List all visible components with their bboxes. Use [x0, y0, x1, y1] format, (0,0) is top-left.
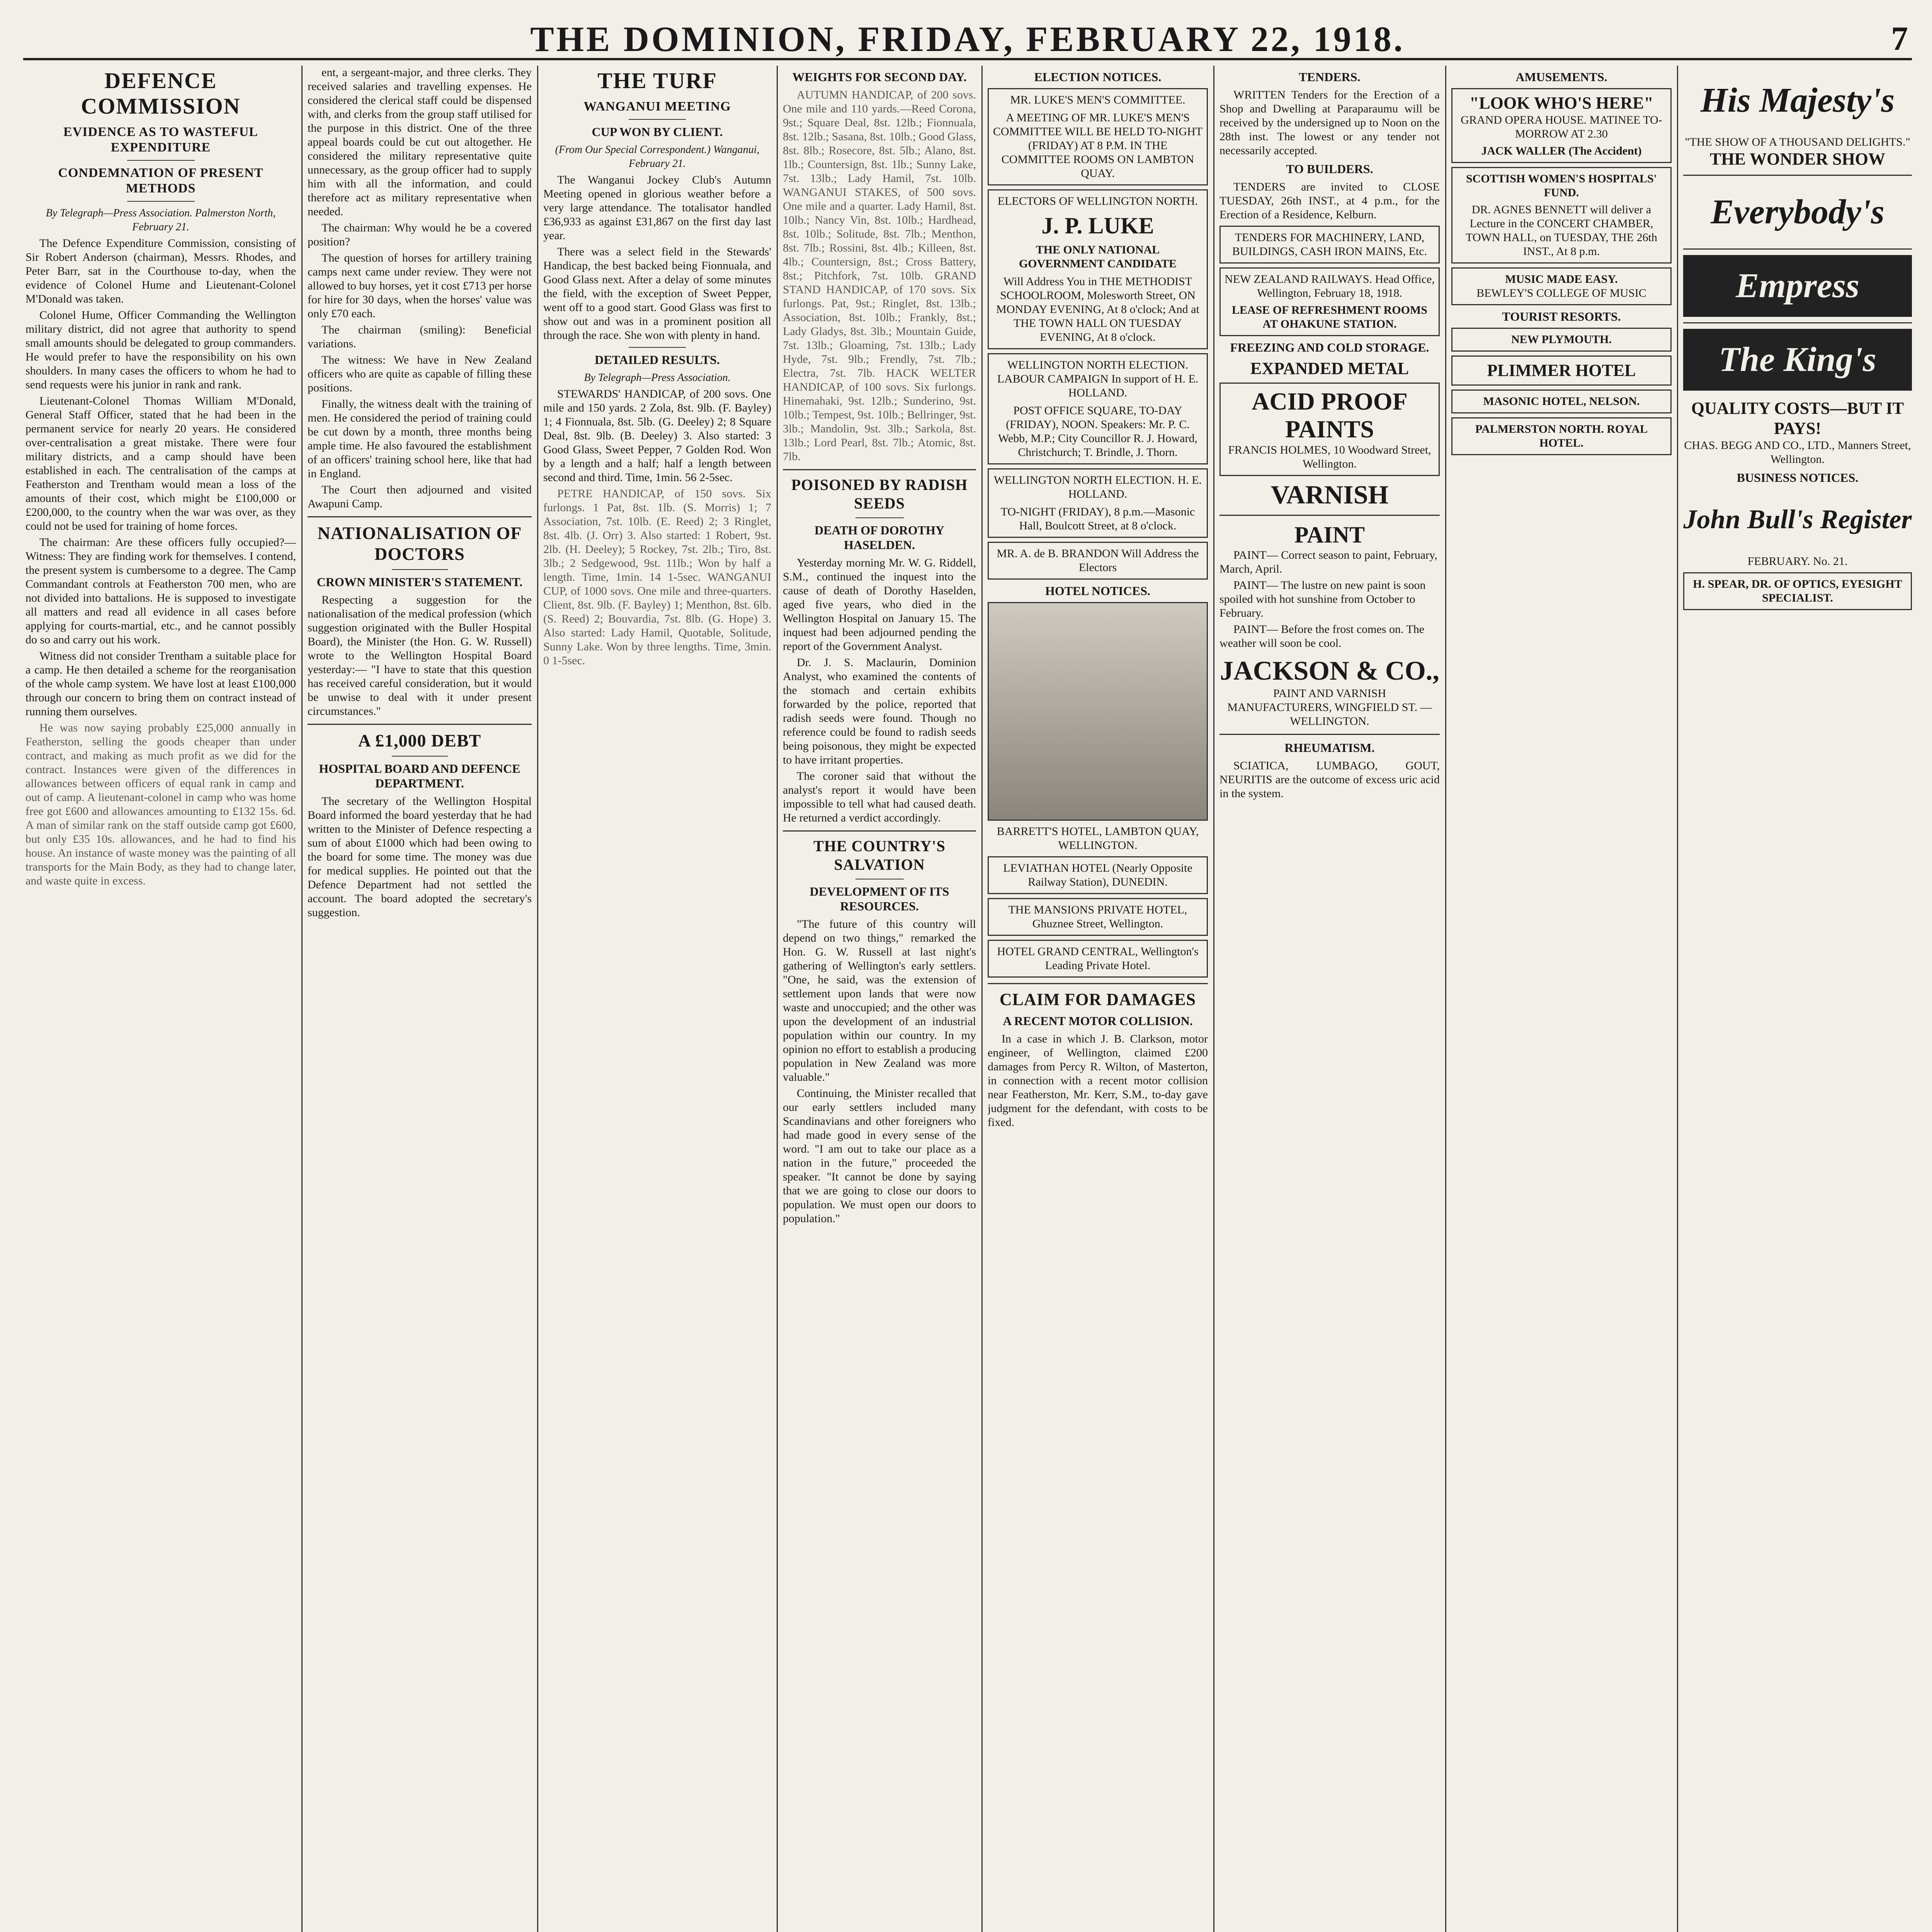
column-8: [1683, 66, 1912, 1932]
column-rule: [777, 66, 778, 1932]
advert-title: VARNISH: [1270, 480, 1389, 509]
divider: [1683, 175, 1912, 176]
article-headline: POISONED BY RADISH SEEDS: [791, 476, 968, 512]
paragraph: The secretary of the Wellington Hospital Board informed the board yesterday that he had written to the Minister of Defence respecting a sum of about £1000 which had been owing to the board for some time. The money was due for medical supplies. He pointed out that the Defence Department had not settled the account. The board adopted the secretary's suggestion.: [308, 795, 532, 919]
tourist-notice: [1451, 355, 1672, 386]
paragraph: Continuing, the Minister recalled that our early settlers included many Scandinavians and other foreigners who had made good in every sense of the word. "I am out to take our place as a nation in the future," proceeded the speaker. "It cannot be done by saying that we are going to close our doors to population. We must open our doors to population.": [783, 1087, 976, 1225]
article-subheadline: DEVELOPMENT OF ITS RESOURCES.: [810, 884, 949, 913]
section-heading: TENDERS.: [1299, 70, 1361, 84]
notice-body: THE ONLY NATIONAL GOVERNMENT CANDIDATE: [1019, 243, 1177, 270]
notice-body: THE MANSIONS PRIVATE HOTEL, Ghuznee Street, Wellington.: [1008, 903, 1187, 930]
tourist-notice: [1451, 389, 1672, 413]
paragraph: Finally, the witness dealt with the training of men. He considered the period of training could be cut down by a month, three months being ample time. He also favoured the establishment of an officers' training school here, like that had in England.: [308, 398, 532, 480]
hotel-notice: BARRETT'S HOTEL, LAMBTON QUAY, WELLINGTON.: [997, 825, 1199, 852]
divider: [392, 756, 448, 757]
section-heading: ELECTION NOTICES.: [1034, 70, 1162, 84]
paragraph: Dr. J. S. Maclaurin, Dominion Analyst, who examined the contents of the stomach and certain exhibits forwarded by the police, reported that radish seeds were found. Though no reference could be found to radish seeds being poisonous, they might be expected to have irritant properties.: [783, 656, 976, 766]
column-7: [1451, 66, 1672, 1932]
paragraph: The Defence Expenditure Commission, consisting of Sir Robert Anderson (chairman), Messrs. Rhodes, and Peter Barr, sat in the Courthouse to-day, when the evidence of Colonel Hume and Lieutenant-Colonel M'Donald was taken.: [26, 237, 296, 305]
empress-logo: Empress: [1683, 255, 1912, 317]
paragraph: The chairman: Why would he be a covered position?: [308, 221, 532, 248]
advert-body: SCIATICA, LUMBAGO, GOUT, NEURITIS are the outcome of excess uric acid in the system.: [1219, 759, 1440, 800]
notice-body: POST OFFICE SQUARE, TO-DAY (FRIDAY), NOON. Speakers: Mr. P. C. Webb, M.P.; City Councillor R. J. Howard, Christchurch; T. Brindle, J. Thorn.: [998, 404, 1197, 459]
section-heading: WEIGHTS FOR SECOND DAY.: [792, 70, 967, 84]
advert-title: JACKSON & CO.,: [1220, 656, 1439, 686]
tender-heading: TO BUILDERS.: [1286, 162, 1373, 176]
advert-title: PAINT: [1294, 522, 1365, 548]
notice-title: MR. LUKE'S MEN'S COMMITTEE.: [1010, 94, 1185, 106]
divider: [308, 516, 532, 517]
john-bull-logo: John Bull's Register: [1683, 505, 1912, 534]
article-headline: DEFENCE COMMISSION: [81, 68, 241, 119]
advert-title: ACID PROOF PAINTS: [1252, 388, 1408, 443]
divider: [988, 983, 1208, 984]
article-headline: NATIONALISATION OF DOCTORS: [317, 523, 522, 564]
column-4: [783, 66, 976, 1932]
divider: [629, 347, 686, 348]
notice-body: TO-NIGHT (FRIDAY), 8 p.m.—Masonic Hall, Boulcott Street, at 8 o'clock.: [1000, 505, 1195, 532]
divider: [1683, 322, 1912, 323]
divider: [1219, 734, 1440, 735]
article-headline: THE COUNTRY'S SALVATION: [813, 837, 946, 873]
byline: By Telegraph—Press Association.: [584, 372, 731, 384]
advert-title: PALMERSTON NORTH. ROYAL HOTEL.: [1475, 423, 1648, 449]
tourist-notice: [1451, 328, 1672, 352]
article-headline: THE TURF: [597, 68, 717, 93]
column-3: [543, 66, 771, 1932]
column-rule: [1213, 66, 1214, 1932]
tender-notice: WRITTEN Tenders for the Erection of a Shop and Dwelling at Paraparaumu will be received by the undersigned up to Noon on the 28th inst. The lowest or any tender not necessarily accepted.: [1219, 88, 1440, 157]
race-results: PETRE HANDICAP, of 150 sovs. Six furlongs. 1 Pat, 8st. 1lb. (S. Morris) 1; 7 Association, 7st. 10lb. (E. Reed) 2; 3 Ringlet, 8st. 4lb. (J. Orr) 3. Also started: 1 Robert, 9st. 2lb. (H. Deeley); 5 Rockey, 7st. 2lb.; Tiro, 8st. 3lb.; 2 Sedgewood, 9st. 11lb.; Won by half a length. Time, 1min. 14 1-5sec. WANGANUI CUP, of 1000 sovs. One mile and three-quarters. Client, 8st. 9lb. (F. Bayley) 1; Menthon, 8st. 6lb. (S. Reed) 2; Bouvardia, 7st. 8lb. (G. Hope) 3. Also started: Lady Hamil, Quotable, Solitude, Sunny Lake. Won by three lengths. Time, 3min. 0 1-5sec.: [543, 487, 771, 667]
article-subheadline: EVIDENCE AS TO WASTEFUL EXPENDITURE: [63, 125, 258, 155]
paint-line: PAINT— Correct season to paint, February, March, April.: [1219, 549, 1437, 575]
page-number: 7: [1891, 20, 1908, 58]
tourist-notice: [1451, 417, 1672, 455]
advert-body: BEWLEY'S COLLEGE OF MUSIC: [1476, 287, 1646, 299]
notice-title: ELECTORS OF WELLINGTON NORTH.: [997, 195, 1198, 207]
notice-body: HOTEL GRAND CENTRAL, Wellington's Leading Private Hotel.: [997, 945, 1199, 972]
kings-logo: The King's: [1683, 329, 1912, 391]
advert-title: QUALITY COSTS—BUT IT PAYS!: [1691, 399, 1904, 438]
divider: [855, 517, 904, 518]
column-1: [26, 66, 296, 1932]
paragraph: The chairman: Are these officers fully occupied?—Witness: They are finding work for themselves. I contend, the present system is cumbersome to a degree. The Camp Commandant controls at Featherston 700 men, who are not divided into battalions. He is supposed to investigate all matters and read all evidence in all cases before applying for courts-martial, etc., and he cannot possibly do so and carry out his work.: [26, 536, 296, 646]
advert-body: FEBRUARY. No. 21.: [1747, 555, 1848, 568]
advert-title: RHEUMATISM.: [1284, 741, 1375, 755]
election-notice: [988, 353, 1208, 464]
advert-body: FRANCIS HOLMES, 10 Woodward Street, Wellington.: [1228, 444, 1431, 470]
notice-title: WELLINGTON NORTH ELECTION. H. E. HOLLAND.: [993, 474, 1202, 500]
advert-title: H. SPEAR, DR. OF OPTICS, EYESIGHT SPECIALIST.: [1693, 578, 1902, 604]
paragraph: There was a select field in the Stewards' Handicap, the best backed being Fionnuala, and Good Glass next. After a delay of some minutes the field, with the exception of Sweet Pepper, went off to a good start. Good Glass was first to show out and was in a prominent position all through the race. She won with plenty in hand.: [543, 245, 771, 342]
tender-heading: FREEZING AND COLD STORAGE.: [1230, 340, 1429, 354]
article-subheadline: CROWN MINISTER'S STATEMENT.: [316, 575, 523, 589]
hotel-notice: [988, 898, 1208, 936]
candidate-name: J. P. LUKE: [1041, 213, 1154, 238]
notice-title: WELLINGTON NORTH ELECTION. LABOUR CAMPAIGN In support of H. E. HOLLAND.: [997, 359, 1199, 399]
section-heading: AMUSEMENTS.: [1515, 70, 1607, 84]
divider: [1219, 515, 1440, 516]
election-notice: [988, 468, 1208, 538]
paragraph: The chairman (smiling): Beneficial variations.: [308, 323, 532, 350]
advert-title: EXPANDED METAL: [1250, 359, 1409, 378]
advert-title: MUSIC MADE EASY.: [1505, 273, 1618, 286]
section-heading: TOURIST RESORTS.: [1502, 310, 1621, 323]
section-heading: BUSINESS NOTICES.: [1736, 471, 1859, 485]
paragraph: The witness: We have in New Zealand officers who are quite as capable of filling these positions.: [308, 354, 532, 394]
advert-title: PLIMMER HOTEL: [1487, 361, 1636, 380]
optician-notice: [1683, 572, 1912, 610]
election-notice: [988, 88, 1208, 185]
paint-line: PAINT— The lustre on new paint is soon spoiled with hot sunshine from October to February.: [1219, 579, 1426, 619]
tender-notice: [1219, 226, 1440, 264]
tender-notice: TENDERS are invited to CLOSE TUESDAY, 26th INST., at 4 p.m., for the Erection of a Residence, Kelburn.: [1219, 180, 1440, 221]
divider: [392, 569, 448, 570]
notice-body: TENDERS FOR MACHINERY, LAND, BUILDINGS, CASH IRON MAINS, Etc.: [1232, 231, 1427, 258]
notice-body: LEASE OF REFRESHMENT ROOMS AT OHAKUNE STATION.: [1232, 304, 1427, 330]
section-heading: HOTEL NOTICES.: [1045, 584, 1151, 598]
advert-title: MASONIC HOTEL, NELSON.: [1483, 395, 1640, 408]
notice-title: MR. A. de B. BRANDON Will Address the Electors: [997, 547, 1199, 574]
article-subheadline: CONDEMNATION OF PRESENT METHODS: [58, 166, 264, 196]
advert-body: "THE SHOW OF A THOUSAND DELIGHTS.": [1685, 136, 1910, 148]
article-subheadline: HOSPITAL BOARD AND DEFENCE DEPARTMENT.: [319, 762, 520, 790]
paragraph: Respecting a suggestion for the nationalisation of the medical profession (which suggestion originated with the Buller Hospital Board), the Minister (the Hon. G. W. Russell) wrote to the Wellington Hospital Board yesterday:— "I have to state that this question has received careful consideration, but it would be unwise to deal with it under present circumstances.": [308, 594, 532, 718]
divider: [127, 201, 195, 202]
advert-body: CHAS. BEGG AND CO., LTD., Manners Street, Wellington.: [1684, 439, 1911, 466]
paint-advert: [1219, 383, 1440, 476]
tender-notice: [1219, 267, 1440, 336]
article-subheadline: A RECENT MOTOR COLLISION.: [1003, 1014, 1193, 1028]
newspaper-title: THE DOMINION, FRIDAY, FEBRUARY 22, 1918.: [530, 19, 1405, 59]
column-2: [308, 66, 532, 1932]
column-rule: [537, 66, 538, 1932]
column-rule: [1677, 66, 1678, 1932]
advert-title: NEW PLYMOUTH.: [1511, 333, 1612, 346]
article-subheadline: DEATH OF DOROTHY HASELDEN.: [814, 523, 944, 552]
advert-body: PAINT AND VARNISH MANUFACTURERS, WINGFIELD ST. — WELLINGTON.: [1227, 687, 1432, 728]
everybodys-logo: Everybody's: [1711, 193, 1884, 231]
divider: [783, 830, 976, 832]
paragraph: Lieutenant-Colonel Thomas William M'Donald, General Staff Officer, stated that he had been in the permanent service for nearly 20 years. He considered over-centralisation a great mistake. There were four military districts, and a camp should have been established in each. The centralisation of the camps at Featherston and Trentham would mean a loss of the amounts of their cost, which might be £100,000 or £200,000, to the country when the war was over, as they could not be used for training of home forces.: [26, 395, 296, 532]
paragraph: ent, a sergeant-major, and three clerks. They received salaries and travelling expenses. He considered the clerical staff could be dispensed with, and clerks from the group staff utilised for the purpose in this district. One of the three appeal boards could be cut out altogether. He considered the military representative quite unnecessary, as the group officer had to supply him with all the information, and could therefore act as military representative when needed.: [308, 66, 532, 218]
race-weights: AUTUMN HANDICAP, of 200 sovs. One mile and 110 yards.—Reed Corona, 9st.; Square Deal, 8st. 12lb.; Fionnuala, 8st. 12lb.; Sasana, 8st. 10lb.; Good Glass, 8st. 8lb.; Rosecore, 8st. 5lb.; Alano, 8st. 1lb.; Countersign, 8st. 1lb.; Sunny Lake, 7st. 13lb.; Lady Hamil, 7st. 10lb. WANGANUI STAKES, of 500 sovs. One mile and a quarter. Lady Hamil, 8st. 10lb.; Nancy Vin, 8st. 10lb.; Hardhead, 8st. 10lb.; Solitude, 8st. 7lb.; Menthon, 8st. 7lb.; Rossini, 8st. 4lb.; Killeen, 8st. 4lb.; Countersign, 8st.; Cross Battery, 8st.; Pitchfork, 7st. 10lb. GRAND STAND HANDICAP, of 170 sovs. Six furlongs. Pat, 9st.; Ringlet, 8st. 13lb.; Association, 8st. 10lb.; Frankly, 8st.; Lady Gladys, 8st. 3lb.; Mountain Guide, 7st. 13lb.; Gloaming, 7st. 13lb.; Lady Hyde, 7st. 9lb.; Frendly, 7st. 7lb.; Electra, 7st. 7lb. HACK WELTER HANDICAP, of 100 sovs. Six furlongs. Hinemahaki, 9st. 12lb.; Sunderino, 9st. 10lb.; Tempest, 9st. 10lb.; Bellringer, 9st. 3lb.; Mandolin, 9st. 3lb.; Sarkola, 8st. 13lb.; Lord Pearl, 8st. 7lb.; Atomic, 8st. 7lb.: [783, 88, 976, 463]
paragraph: The Wanganui Jockey Club's Autumn Meeting opened in glorious weather before a very large attendance. The totalisator handled £36,933 as against £31,867 on the first day last year.: [543, 173, 771, 242]
advert-body: GRAND OPERA HOUSE. MATINEE TO-MORROW AT 2.30: [1461, 114, 1662, 140]
hotel-notice: [988, 940, 1208, 978]
paragraph: The Court then adjourned and visited Awapuni Camp.: [308, 483, 532, 510]
divider: [1683, 248, 1912, 250]
advert-title: SCOTTISH WOMEN'S HOSPITALS' FUND.: [1466, 172, 1657, 199]
notice-body: Will Address You in THE METHODIST SCHOOLROOM, Molesworth Street, ON MONDAY EVENING, At 8 o'clock; And at THE TOWN HALL ON TUESDAY EVENING, At 8 o'clock.: [996, 275, 1199, 344]
amusement-notice: [1451, 88, 1672, 163]
amusement-notice: [1451, 167, 1672, 264]
hotel-notice: [988, 856, 1208, 894]
paragraph: The question of horses for artillery training camps next came under review. They were not allowed to buy horses, yet it cost £713 per horse for hire for 30 days, when the horses' value was only £70 each.: [308, 252, 532, 320]
notice-body: LEVIATHAN HOTEL (Nearly Opposite Railway Station), DUNEDIN.: [1003, 862, 1192, 888]
advert-title: THE WONDER SHOW: [1710, 150, 1885, 168]
column-rule: [981, 66, 983, 1932]
column-6: [1219, 66, 1440, 1932]
masthead: [23, 15, 1912, 60]
advert-body: JACK WALLER (The Accident): [1481, 145, 1642, 157]
paragraph: Witness did not consider Trentham a suitable place for a camp. He then detailed a scheme for the reorganisation of the whole camp system. We have lost at least £100,000 through our concern to bring them on contract instead of running them ourselves.: [26, 650, 296, 718]
column-rule: [301, 66, 303, 1932]
paragraph: He was now saying probably £25,000 annually in Featherston, selling the goods cheaper than under contract, and making as much profit as we did for the contract. Instances were given of the differences in allowances between officers of equal rank in camp and out of camp. A lieutenant-colonel in camp who was home free got £600 and allowances amounting to £132 15s. 6d. A man of similar rank on the staff outside camp got £600, but only £35 10s. allowances, and he had to find his house. An instance of waste money was the painting of all transports for the Main Body, as they had to change later, and waste quite in excess.: [26, 721, 296, 887]
divider: [783, 469, 976, 470]
his-majestys-logo: His Majesty's: [1700, 81, 1895, 119]
hotel-illustration: [988, 602, 1208, 821]
divider: [629, 119, 686, 120]
article-headline: A £1,000 DEBT: [358, 731, 481, 750]
race-results: STEWARDS' HANDICAP, of 200 sovs. One mile and 150 yards. 2 Zola, 8st. 9lb. (F. Bayley) 1; 4 Fionnuala, 8st. 5lb. (G. Deeley) 2; 8 Square Deal, 8st. 9lb. (B. Deeley) 3. Also started: 3 Good Glass, Sweet Pepper, 7 Golden Rod. Won by a length and a half; half a length between second and third. Time, 1min. 56 2-5sec.: [543, 388, 771, 484]
paragraph: The coroner said that without the analyst's report it would have been impossible to tell what had caused death. He returned a verdict accordingly.: [783, 770, 976, 824]
column-5: [988, 66, 1208, 1932]
byline: (From Our Special Correspondent.) Wanganui, February 21.: [555, 144, 760, 170]
byline: By Telegraph—Press Association. Palmerston North, February 21.: [46, 207, 276, 233]
divider: [127, 160, 195, 161]
advert-body: DR. AGNES BENNETT will deliver a Lecture in the CONCERT CHAMBER, TOWN HALL, on TUESDAY, THE 26th INST., At 8 p.m.: [1466, 203, 1657, 258]
column-rule: [1445, 66, 1446, 1932]
article-headline: CLAIM FOR DAMAGES: [999, 990, 1196, 1009]
paragraph: Colonel Hume, Officer Commanding the Wellington military district, did not agree that authority to spend small amounts should be delegated to group commanders. He would prefer to have the responsibility on his own shoulders. In many cases the officers to whom he had to send requests were his junior in rank and rank.: [26, 309, 296, 391]
paragraph: In a case in which J. B. Clarkson, motor engineer, of Wellington, claimed £200 damages from Percy R. Wilton, of Masterton, in connection with a recent motor collision near Featherston, Mr. Kerr, S.M., to-day gave judgment for the defendant, with costs to be fixed.: [988, 1032, 1208, 1129]
election-notice: [988, 542, 1208, 580]
section-heading: DETAILED RESULTS.: [595, 353, 720, 367]
election-notice: [988, 189, 1208, 349]
notice-body: A MEETING OF MR. LUKE'S MEN'S COMMITTEE WILL BE HELD TO-NIGHT (FRIDAY) AT 8 P.M. IN THE COMMITTEE ROOMS ON LAMBTON QUAY.: [993, 111, 1203, 180]
article-subheadline: CUP WON BY CLIENT.: [592, 125, 723, 139]
divider: [308, 724, 532, 725]
paragraph: Yesterday morning Mr. W. G. Riddell, S.M., continued the inquest into the cause of death of Dorothy Haselden, aged five years, who died in the Wellington Hospital on January 15. The inquest had been adjourned pending the report of the Government Analyst.: [783, 556, 976, 653]
paint-line: PAINT— Before the frost comes on. The weather will soon be cool.: [1219, 623, 1425, 650]
paragraph: "The future of this country will depend on two things," remarked the Hon. G. W. Russell at last night's gathering of Wellington's early settlers. "One, he said, was the extension of settlement upon lands that were now waste and unoccupied; and the other was upon the development of an industrial population within our country. In my opinion no effort to establish a producing population in New Zealand was more valuable.": [783, 918, 976, 1083]
advert-title: "LOOK WHO'S HERE": [1469, 94, 1653, 112]
article-subheadline: WANGANUI MEETING: [583, 99, 731, 114]
amusement-notice: [1451, 267, 1672, 305]
notice-title: NEW ZEALAND RAILWAYS. Head Office, Wellington, February 18, 1918.: [1225, 273, 1435, 299]
